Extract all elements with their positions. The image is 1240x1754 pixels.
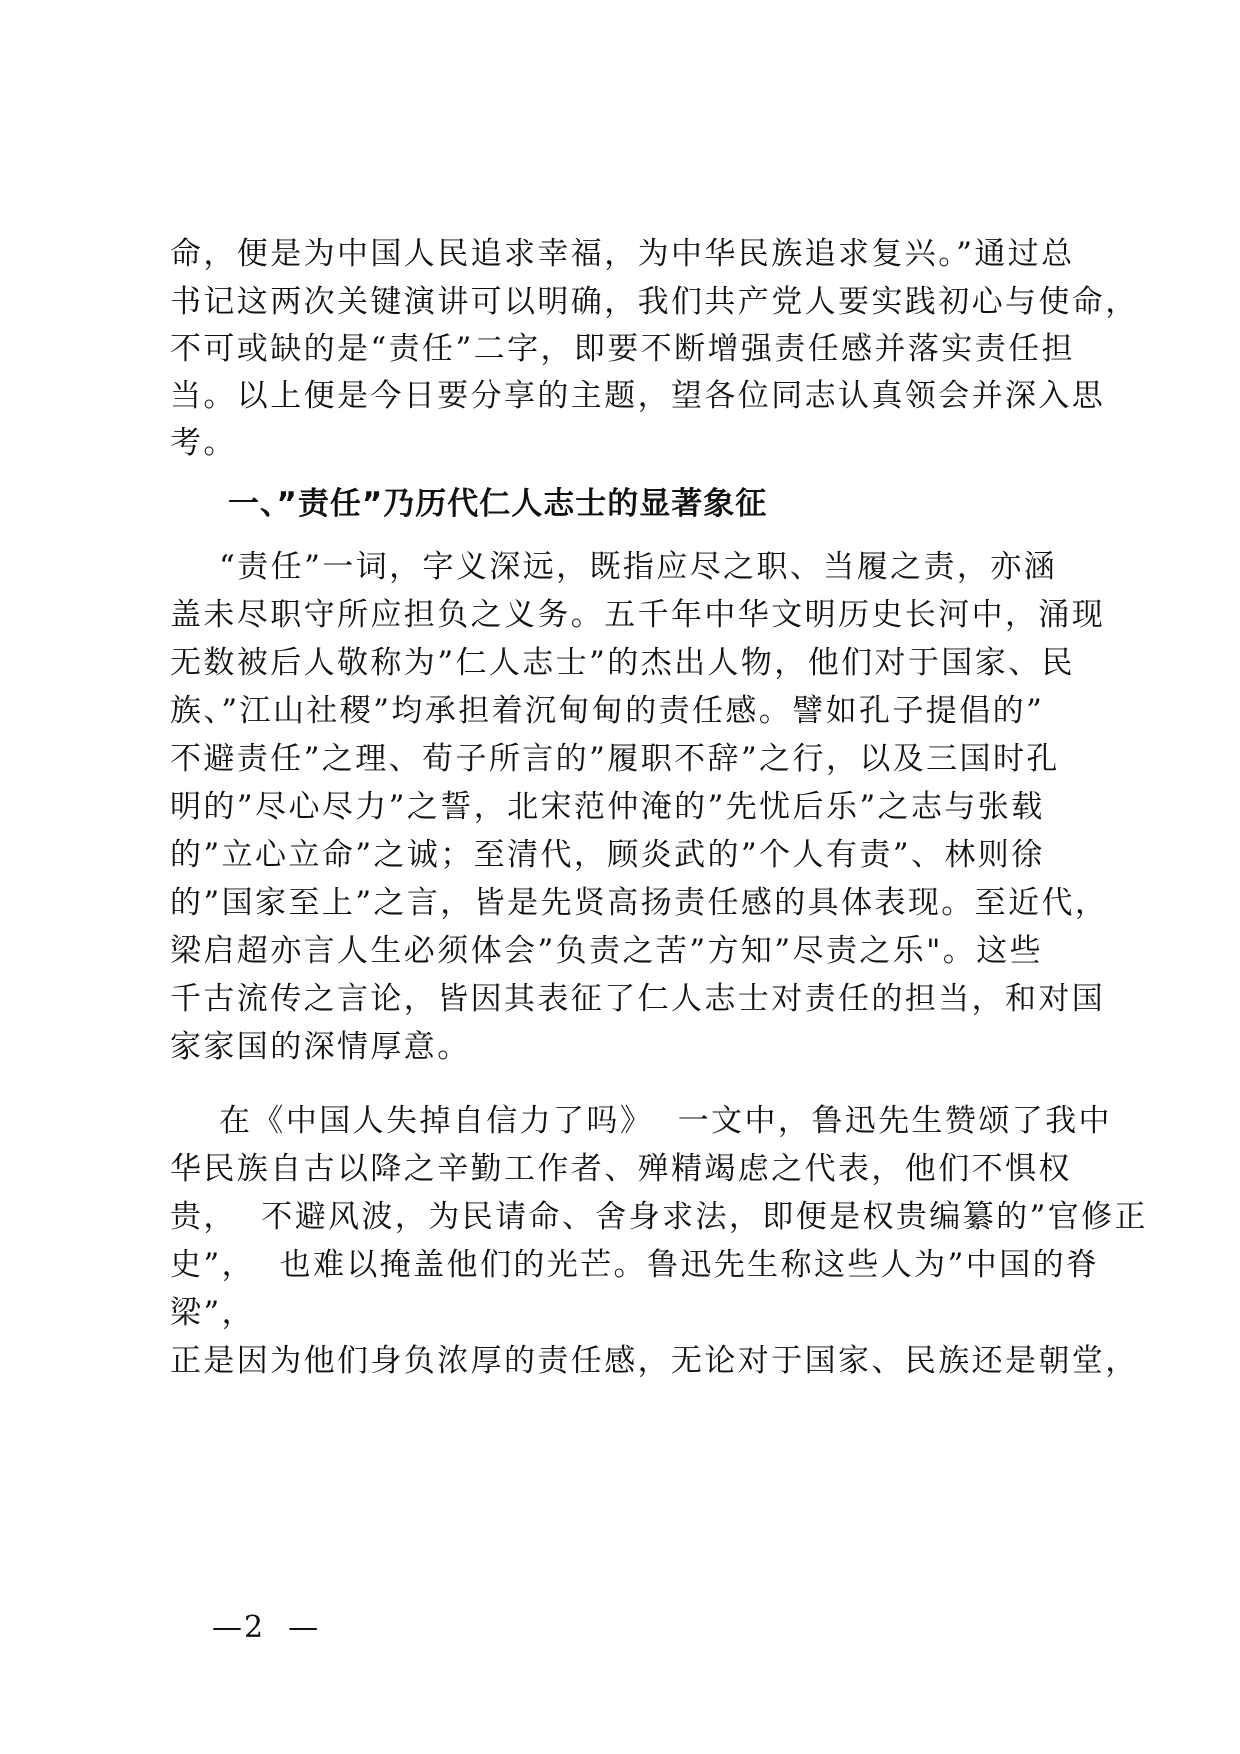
paragraph-responsibility-line: 千古流传之言论，皆因其表征了仁人志士对责任的担当，和对国 xyxy=(170,981,1106,1017)
paragraph-responsibility-line: 明的”尽心尽力”之誓，北宋范仲淹的”先忧后乐”之志与张载 xyxy=(170,789,1045,825)
paragraph-responsibility-line: 盖未尽职守所应担负之义务。五千年中华文明历史长河中，涌现 xyxy=(170,597,1106,633)
paragraph-responsibility-line: 家家国的深情厚意。 xyxy=(170,1029,471,1065)
paragraph-intro-line: 当。以上便是今日要分享的主题，望各位同志认真领会并深入思 xyxy=(170,378,1106,414)
paragraph-intro-line: 书记这两次关键演讲可以明确，我们共产党人要实践初心与使命， xyxy=(170,284,1139,320)
paragraph-responsibility-line: 无数被后人敬称为”仁人志士”的杰出人物，他们对于国家、民 xyxy=(170,645,1075,681)
paragraph-luxun-line: 史”， 也难以掩盖他们的光芒。鲁迅先生称这些人为”中国的脊 xyxy=(170,1247,1100,1283)
paragraph-luxun-line: 正是因为他们身负浓厚的责任感，无论对于国家、民族还是朝堂， xyxy=(170,1343,1139,1379)
paragraph-responsibility-line: 不避责任”之理、荀子所言的”履职不辞”之行，以及三国时孔 xyxy=(170,741,1060,777)
paragraph-responsibility-line: 的”立心立命”之诚；至清代，顾炎武的”个人有责”、林则徐 xyxy=(170,837,1045,873)
paragraph-luxun-line: 在《中国人失掉自信力了吗》 一文中，鲁迅先生赞颂了我中 xyxy=(170,1103,1112,1139)
paragraph-luxun-line: 梁”， xyxy=(170,1295,256,1331)
paragraph-luxun-line: 贵， 不避风波，为民请命、舍身求法，即便是权贵编纂的”官修正 xyxy=(170,1199,1148,1235)
section-heading: 一、”责任”乃历代仁人志士的显著象征 xyxy=(228,486,768,522)
paragraph-responsibility-line: “责任”一词，字义深远，既指应尽之职、当履之责，亦涵 xyxy=(170,549,1058,585)
paragraph-luxun-line: 华民族自古以降之辛勤工作者、殚精竭虑之代表，他们不惧权 xyxy=(170,1151,1072,1187)
paragraph-intro-line: 命，便是为中国人民追求幸福，为中华民族追求复兴。”通过总 xyxy=(170,236,1075,272)
page-number: —2 — xyxy=(212,1610,321,1645)
paragraph-intro-line: 考。 xyxy=(170,425,237,461)
paragraph-responsibility-line: 的”国家至上”之言，皆是先贤高扬责任感的具体表现。至近代， xyxy=(170,885,1109,921)
paragraph-intro-line: 不可或缺的是“责任”二字，即要不断增强责任感并落实责任担 xyxy=(170,331,1075,367)
paragraph-responsibility-line: 族、”江山社稷”均承担着沉甸甸的责任感。譬如孔子提倡的” xyxy=(170,693,1045,729)
paragraph-responsibility-line: 梁启超亦言人生必须体会”负责之苦”方知”尽责之乐"。这些 xyxy=(170,933,1044,969)
